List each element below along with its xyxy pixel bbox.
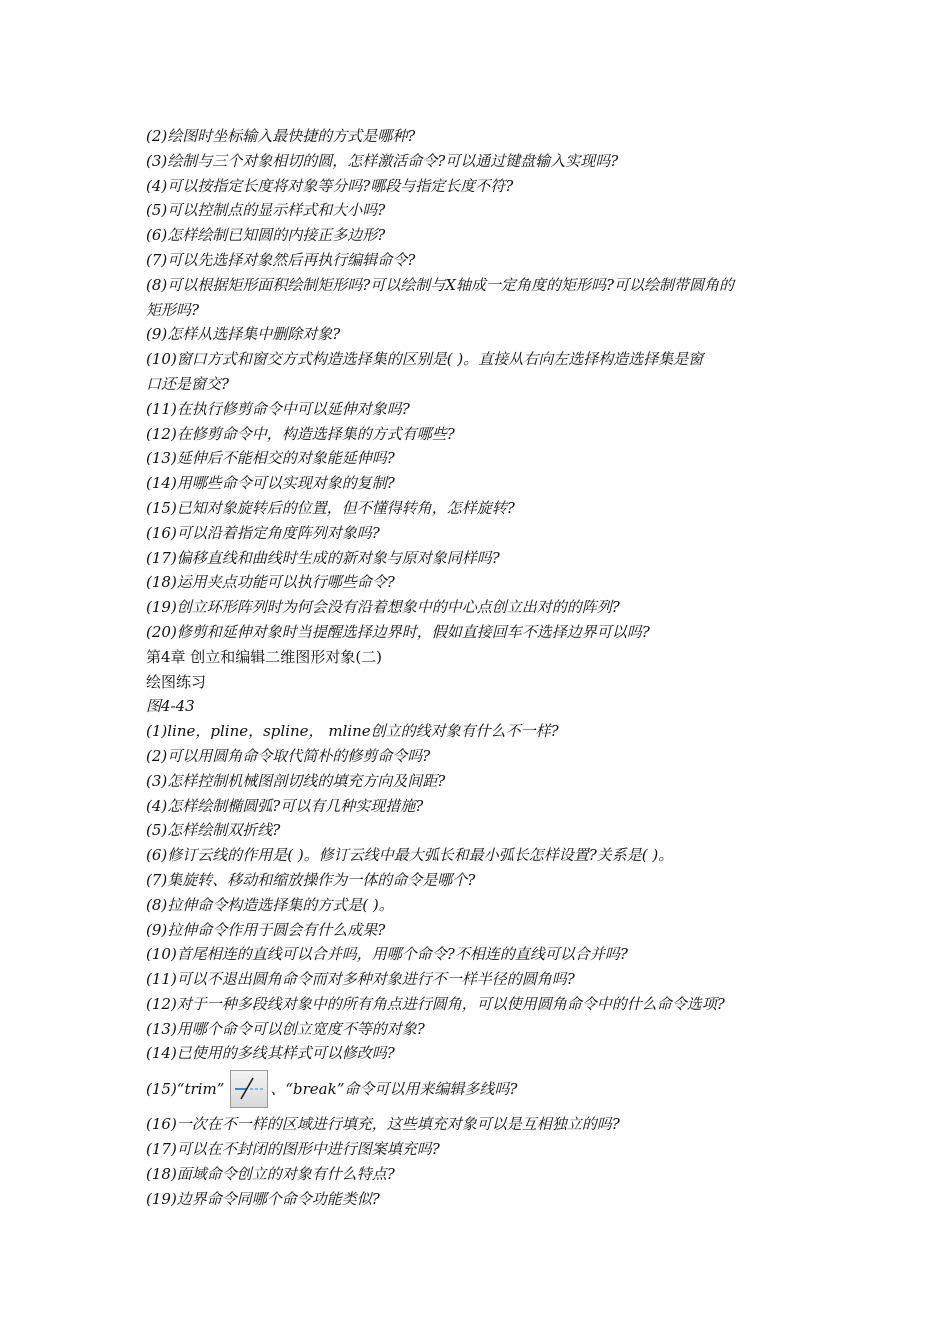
question-line: (5)可以控制点的显示样式和大小吗? xyxy=(146,201,386,220)
question-line: (4)可以按指定长度将对象等分吗?哪段与指定长度不符? xyxy=(146,176,514,195)
question-line: (16)一次在不一样的区域进行填充，这些填充对象可以是互相独立的吗? xyxy=(146,1115,620,1134)
question-line: (16)可以沿着指定角度阵列对象吗? xyxy=(146,523,380,542)
question-line-continued: 口还是窗交? xyxy=(146,374,230,393)
question-line: (8)可以根据矩形面积绘制矩形吗?可以绘制与X轴成一定角度的矩形吗?可以绘制带圆角的 xyxy=(146,275,735,294)
question-line: (8)拉伸命令构造选择集的方式是( )。 xyxy=(146,895,394,914)
question-line: (13)延伸后不能相交的对象能延伸吗? xyxy=(146,449,395,468)
question-line: (11)在执行修剪命令中可以延伸对象吗? xyxy=(146,399,410,418)
figure-reference: 图4-43 xyxy=(146,697,195,716)
question-line: (12)对于一种多段线对象中的所有角点进行圆角，可以使用圆角命令中的什么命令选项? xyxy=(146,994,725,1013)
question-line: (6)修订云线的作用是( )。修订云线中最大弧长和最小弧长怎样设置?关系是( )。 xyxy=(146,846,674,865)
question-line: (2)绘图时坐标输入最快捷的方式是哪种? xyxy=(146,127,416,145)
question-line: (17)偏移直线和曲线时生成的新对象与原对象同样吗? xyxy=(146,548,500,567)
question-suffix: 、“break”命令可以用来编辑多线吗? xyxy=(270,1080,518,1099)
question-line: (19)创立环形阵列时为何会没有沿着想象中的中心点创立出对的的阵列? xyxy=(146,598,620,617)
section-title: 绘图练习 xyxy=(146,672,207,691)
question-line: (10)窗口方式和窗交方式构造选择集的区别是( )。直接从右向左选择构造选择集是窗 xyxy=(146,350,704,369)
question-line: (14)已使用的多线其样式可以修改吗? xyxy=(146,1044,395,1063)
trim-icon xyxy=(230,1070,268,1108)
question-line: (20)修剪和延伸对象时当提醒选择边界时，假如直接回车不选择边界可以吗? xyxy=(146,622,650,641)
question-line: (3)怎样控制机械图剖切线的填充方向及间距? xyxy=(146,771,446,790)
question-line-continued: 矩形吗? xyxy=(146,300,200,319)
chapter-title: 第4章 创立和编辑二维图形对象(二) xyxy=(146,647,383,666)
question-line: (6)怎样绘制已知圆的内接正多边形? xyxy=(146,226,386,245)
question-prefix: (15)“trim” xyxy=(146,1080,225,1099)
question-line: (12)在修剪命令中，构造选择集的方式有哪些? xyxy=(146,424,455,443)
question-line: (1)line，pline，spline， mline创立的线对象有什么不一样? xyxy=(146,722,559,741)
question-line: (4)怎样绘制椭圆弧?可以有几种实现措施? xyxy=(146,796,424,815)
question-line: (15)已知对象旋转后的位置，但不懂得转角，怎样旋转? xyxy=(146,498,515,517)
question-line: (10)首尾相连的直线可以合并吗，用哪个命令?不相连的直线可以合并吗? xyxy=(146,945,628,964)
question-line: (18)运用夹点功能可以执行哪些命令? xyxy=(146,573,395,592)
question-line: (3)绘制与三个对象相切的圆，怎样激活命令?可以通过键盘输入实现吗? xyxy=(146,151,619,170)
question-line-with-icon xyxy=(146,1066,826,1112)
question-line: (17)可以在不封闭的图形中进行图案填充吗? xyxy=(146,1140,440,1159)
question-line: (14)用哪些命令可以实现对象的复制? xyxy=(146,474,395,493)
question-line: (18)面域命令创立的对象有什么特点? xyxy=(146,1164,395,1183)
question-line: (2)可以用圆角命令取代简朴的修剪命令吗? xyxy=(146,746,431,765)
question-line: (5)怎样绘制双折线? xyxy=(146,821,281,840)
question-line: (9)怎样从选择集中删除对象? xyxy=(146,325,341,344)
question-line: (11)可以不退出圆角命令而对多种对象进行不一样半径的圆角吗? xyxy=(146,970,575,989)
question-line: (9)拉伸命令作用于圆会有什么成果? xyxy=(146,920,386,939)
question-line: (13)用哪个命令可以创立宽度不等的对象? xyxy=(146,1019,425,1038)
question-line: (19)边界命令同哪个命令功能类似? xyxy=(146,1189,380,1208)
document-page xyxy=(146,124,826,1211)
question-line: (7)可以先选择对象然后再执行编辑命令? xyxy=(146,250,416,269)
question-line: (7)集旋转、移动和缩放操作为一体的命令是哪个? xyxy=(146,870,476,889)
